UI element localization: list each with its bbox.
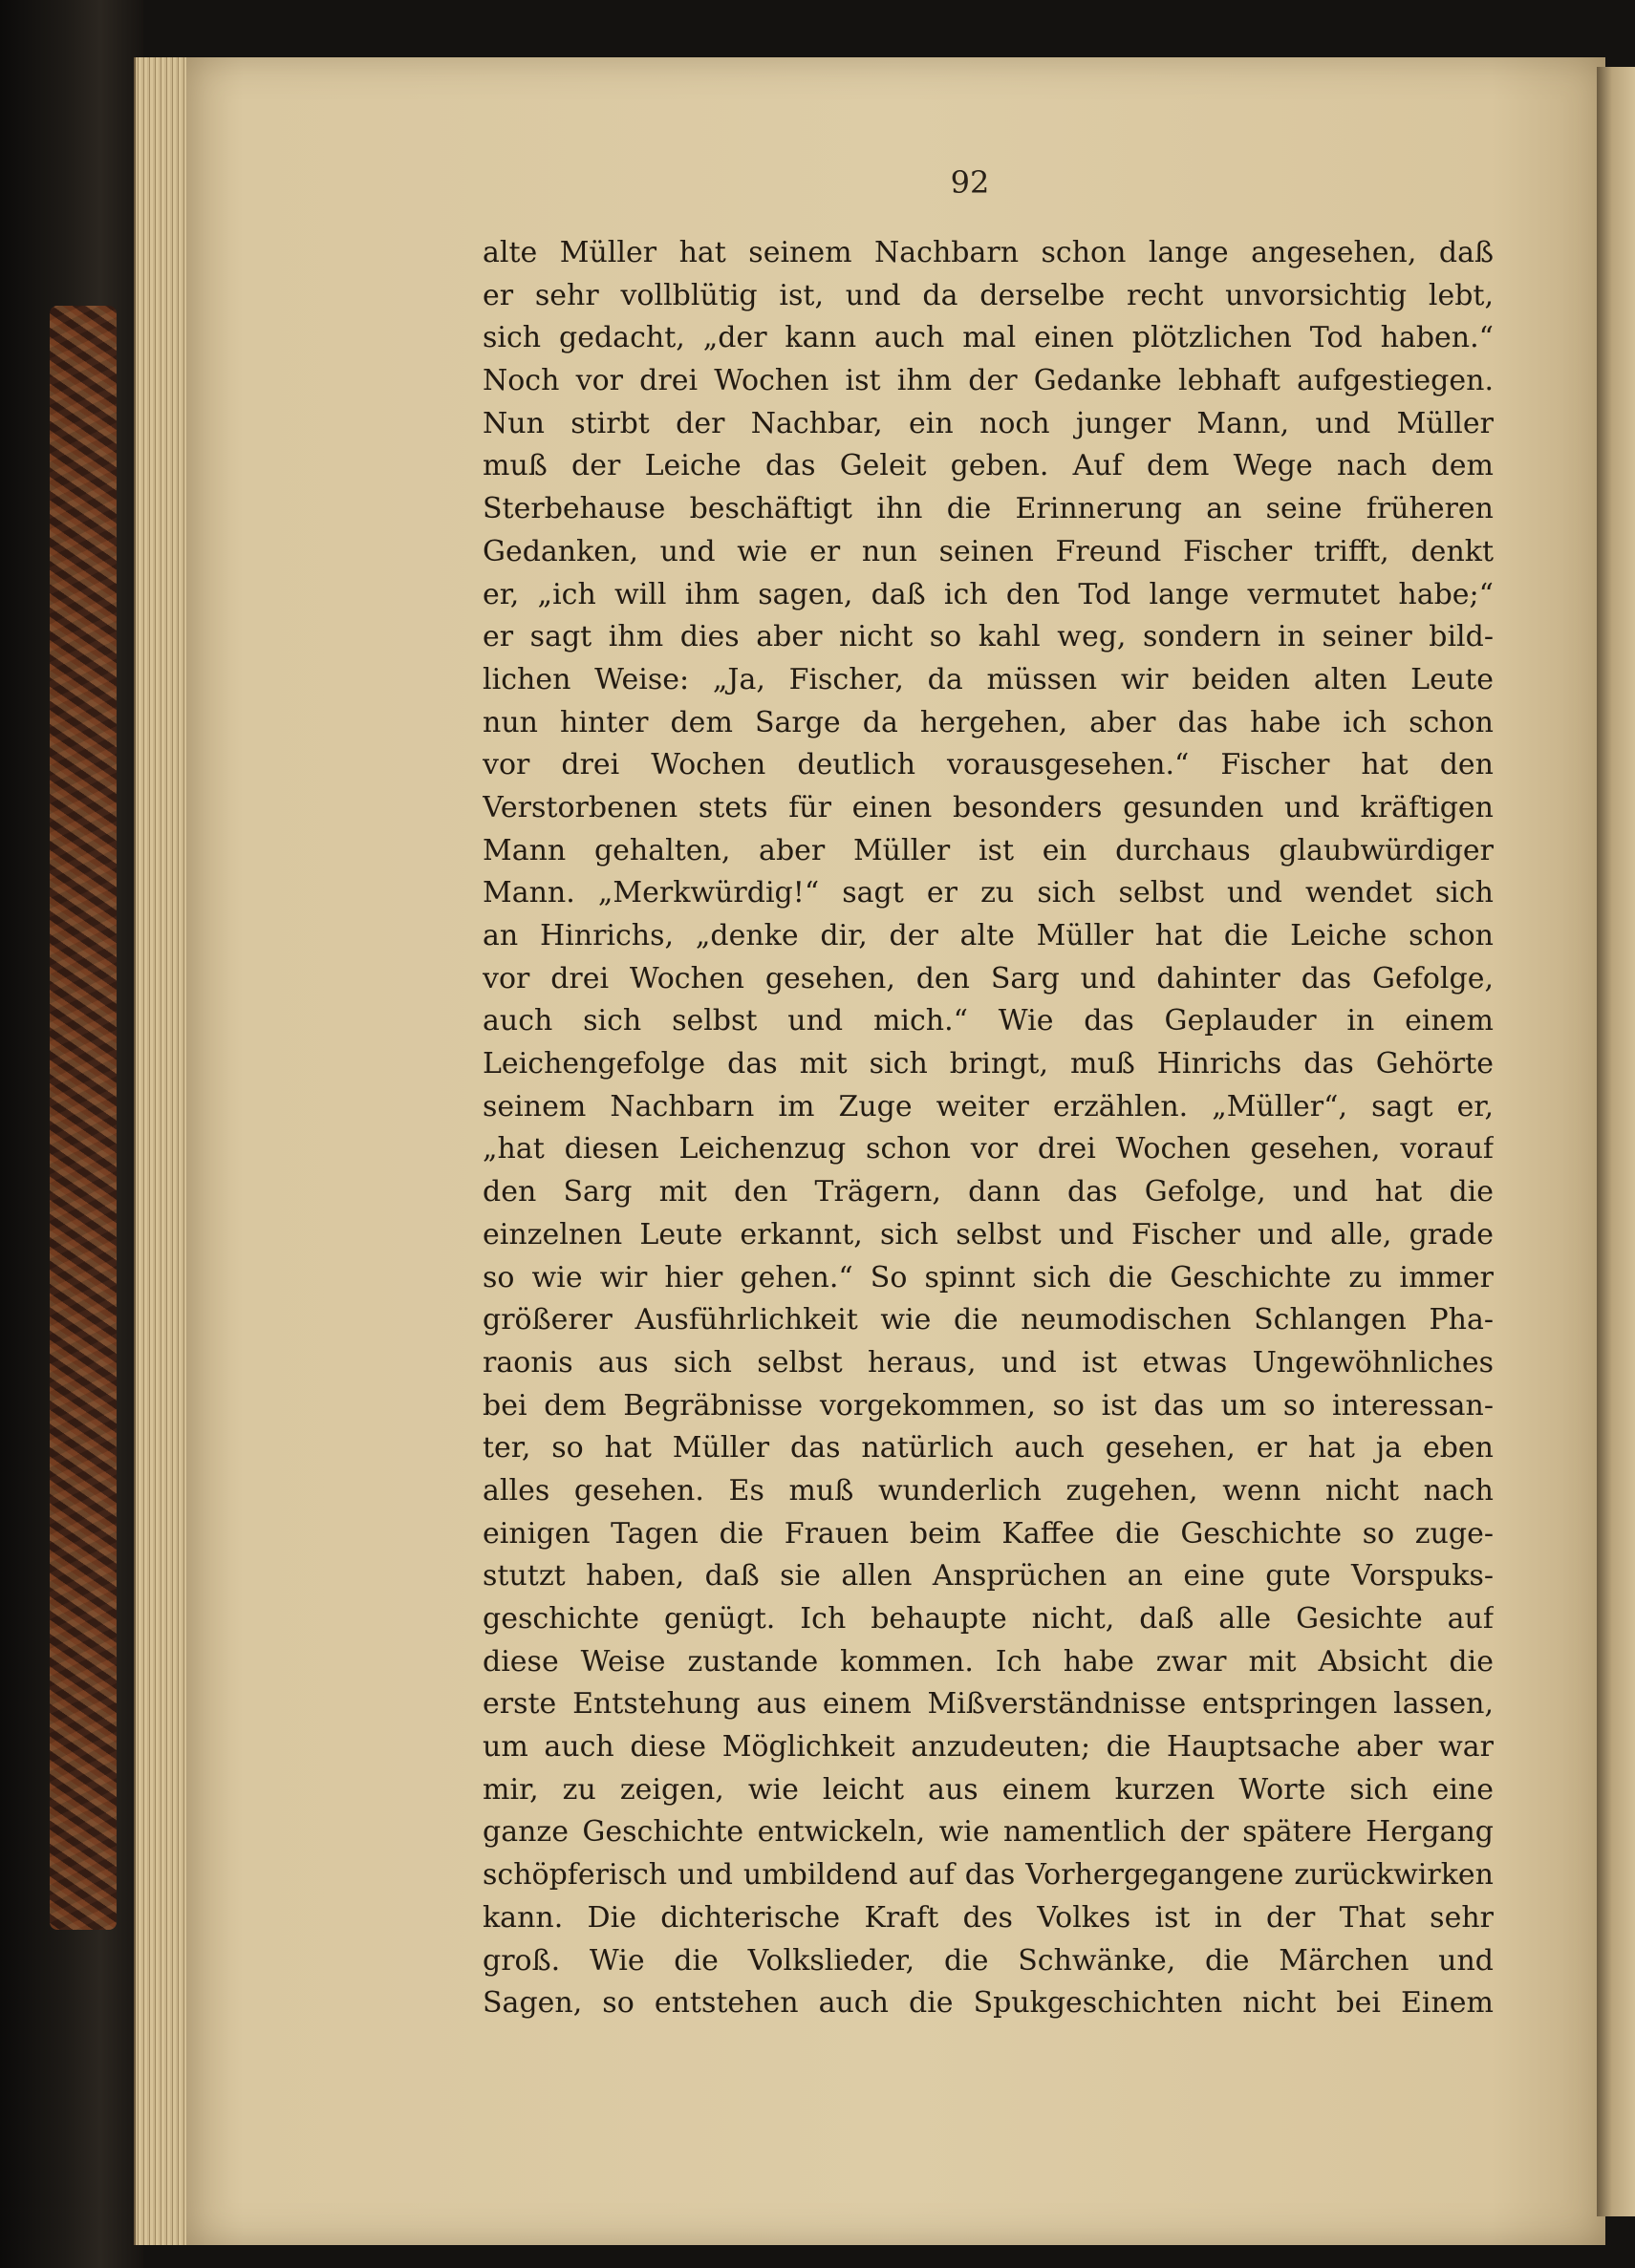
text-line: erste Entstehung aus einem Mißverständnisse entspringen lassen, — [483, 1687, 1494, 1722]
text-line: vor drei Wochen gesehen, den Sarg und dahinter das Gefolge, — [483, 961, 1494, 995]
text-line: diese Weise zustande kommen. Ich habe zwar mit Absicht die — [483, 1644, 1494, 1679]
text-line: Sagen, so entstehen auch die Spukgeschichten nicht bei Einem — [483, 1986, 1494, 2021]
page-number: 92 — [950, 164, 990, 201]
text-line: Gedanken, und wie er nun seinen Freund Fischer trifft, denkt — [483, 534, 1494, 568]
text-line: ter, so hat Müller das natürlich auch gesehen, er hat ja eben — [483, 1431, 1494, 1466]
text-line: ganze Geschichte entwickeln, wie namentlich der spätere Hergang — [483, 1815, 1494, 1850]
text-line: Leichengefolge das mit sich bringt, muß Hinrichs das Gehörte — [483, 1047, 1494, 1081]
text-line: muß der Leiche das Geleit geben. Auf dem Wege nach dem — [483, 449, 1494, 483]
marbled-edge — [50, 306, 117, 1930]
text-line: kann. Die dichterische Kraft des Volkes ist in der That sehr — [483, 1900, 1494, 1935]
text-line: alles gesehen. Es muß wunderlich zugehen, wenn nicht nach — [483, 1473, 1494, 1508]
text-line: Mann. „Merkwürdig!“ sagt er zu sich selbst und wendet sich — [483, 876, 1494, 910]
text-line: stutzt haben, daß sie allen Ansprüchen an eine gute Vorspuks- — [483, 1559, 1494, 1594]
text-line: schöpferisch und umbildend auf das Vorhergegangene zurückwirken — [483, 1858, 1494, 1893]
text-line: sich gedacht, „der kann auch mal einen plötzlichen Tod haben.“ — [483, 321, 1494, 355]
text-line: raonis aus sich selbst heraus, und ist etwas Ungewöhnliches — [483, 1345, 1494, 1380]
text-line: alte Müller hat seinem Nachbarn schon lange angesehen, daß — [483, 236, 1494, 269]
text-line: vor drei Wochen deutlich vorausgesehen.“ Fischer hat den — [483, 748, 1494, 782]
text-line: „hat diesen Leichenzug schon vor drei Wochen gesehen, vorauf — [483, 1132, 1494, 1166]
text-line: Nun stirbt der Nachbar, ein noch junger Mann, und Müller — [483, 406, 1494, 440]
text-line: er sagt ihm dies aber nicht so kahl weg, sondern in seiner bild- — [483, 620, 1494, 654]
text-line: er, „ich will ihm sagen, daß ich den Tod lange vermutet habe;“ — [483, 577, 1494, 611]
text-line: auch sich selbst und mich.“ Wie das Geplauder in einem — [483, 1004, 1494, 1038]
text-line: Noch vor drei Wochen ist ihm der Gedanke lebhaft aufgestiegen. — [483, 364, 1494, 398]
text-line: den Sarg mit den Trägern, dann das Gefolge, und hat die — [483, 1175, 1494, 1209]
text-line: er sehr vollblütig ist, und da derselbe recht unvorsichtig lebt, — [483, 278, 1494, 312]
text-line: Mann gehalten, aber Müller ist ein durchaus glaubwürdiger — [483, 833, 1494, 867]
text-line: einigen Tagen die Frauen beim Kaffee die Geschichte so zuge- — [483, 1516, 1494, 1551]
text-line: nun hinter dem Sarge da hergehen, aber das habe ich schon — [483, 705, 1494, 739]
page-stack-edge — [134, 57, 193, 2245]
text-line: mir, zu zeigen, wie leicht aus einem kurzen Worte sich eine — [483, 1772, 1494, 1807]
body-text — [483, 232, 1494, 2025]
text-line: geschichte genügt. Ich behaupte nicht, daß alle Gesichte auf — [483, 1602, 1494, 1636]
text-line: an Hinrichs, „denke dir, der alte Müller hat die Leiche schon — [483, 919, 1494, 952]
facing-page-edge — [1597, 67, 1635, 2216]
text-line: lichen Weise: „Ja, Fischer, da müssen wir beiden alten Leute — [483, 662, 1494, 696]
text-line: seinem Nachbarn im Zuge weiter erzählen. „Müller“, sagt er, — [483, 1089, 1494, 1123]
text-line: größerer Ausführlichkeit wie die neumodischen Schlangen Pha- — [483, 1303, 1494, 1337]
text-line: um auch diese Möglichkeit anzudeuten; die Hauptsache aber war — [483, 1730, 1494, 1765]
text-line: so wie wir hier gehen.“ So spinnt sich die Geschichte zu immer — [483, 1260, 1494, 1294]
text-line: bei dem Begräbnisse vorgekommen, so ist das um so interessan- — [483, 1388, 1494, 1423]
text-line: Verstorbenen stets für einen besonders gesunden und kräftigen — [483, 790, 1494, 824]
text-line: einzelnen Leute erkannt, sich selbst und Fischer und alle, grade — [483, 1217, 1494, 1252]
text-line: Sterbehause beschäftigt ihn die Erinnerung an seine früheren — [483, 492, 1494, 526]
text-line: groß. Wie die Volkslieder, die Schwänke, die Märchen und — [483, 1943, 1494, 1978]
